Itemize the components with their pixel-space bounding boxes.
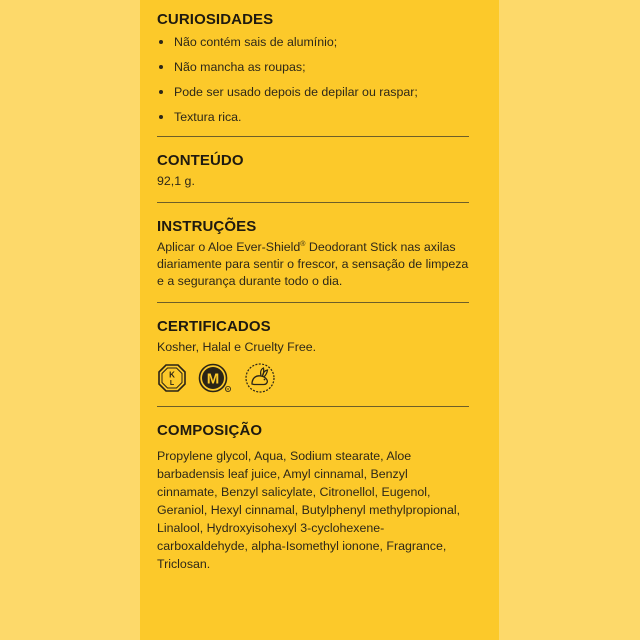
kosher-kl-icon — [157, 363, 187, 393]
svg-text:R: R — [226, 386, 230, 392]
halal-m-icon — [197, 362, 233, 394]
conteudo-heading: CONTEÚDO — [157, 152, 244, 169]
svg-text:L: L — [169, 380, 175, 387]
instrucoes-heading: INSTRUÇÕES — [157, 218, 257, 235]
list-item: Não contém sais de alumínio; — [157, 34, 469, 59]
section-divider — [157, 406, 469, 407]
composicao-text: Propylene glycol, Aqua, Sodium stearate, Aloe barbadensis leaf juice, Amyl cinnamal, Benzyl cinnamate, Benzyl salicylate, Citronellol, Eugenol, Geraniol, Hexyl cinnamal, Butylphenyl methylpropional, Linalool, Hydroxyisohexyl 3-cyclohexene-carboxaldehyde, alpha-Isomethyl ionone, Fragrance, Triclosan. — [157, 449, 461, 571]
instrucoes-section — [157, 218, 469, 290]
composicao-heading: COMPOSIÇÃO — [157, 422, 263, 439]
certificados-section — [157, 318, 469, 394]
curiosidades-list — [157, 34, 469, 134]
svg-text:K: K — [169, 370, 175, 380]
svg-text:M: M — [206, 370, 220, 388]
right-background — [499, 0, 640, 640]
instrucoes-text-end: Deodorant Stick nas axilas diariamente para sentir o frescor, a sensação de limpeza e a segurança durante todo o dia. — [157, 240, 469, 288]
curiosidades-section — [157, 11, 469, 134]
section-divider — [157, 136, 469, 137]
product-info-panel — [140, 0, 499, 640]
cruelty-free-bunny-icon — [243, 362, 277, 394]
curiosidades-heading: CURIOSIDADES — [157, 11, 274, 28]
conteudo-section — [157, 152, 469, 190]
composicao-section — [157, 422, 469, 573]
certificados-text: Kosher, Halal e Cruelty Free. — [157, 340, 317, 354]
list-item: Não mancha as roupas; — [157, 59, 469, 84]
section-divider — [157, 202, 469, 203]
certificate-icons — [157, 362, 469, 394]
section-divider — [157, 302, 469, 303]
list-item: Textura rica. — [157, 109, 469, 134]
certificados-heading: CERTIFICADOS — [157, 318, 271, 335]
instrucoes-text — [157, 239, 469, 290]
list-item: Pode ser usado depois de depilar ou raspar; — [157, 84, 469, 109]
instrucoes-text-start: Aplicar o Aloe Ever-Shield — [157, 240, 301, 254]
conteudo-text: 92,1 g. — [157, 174, 195, 188]
registered-mark: ® — [300, 241, 306, 248]
left-background — [0, 0, 140, 640]
